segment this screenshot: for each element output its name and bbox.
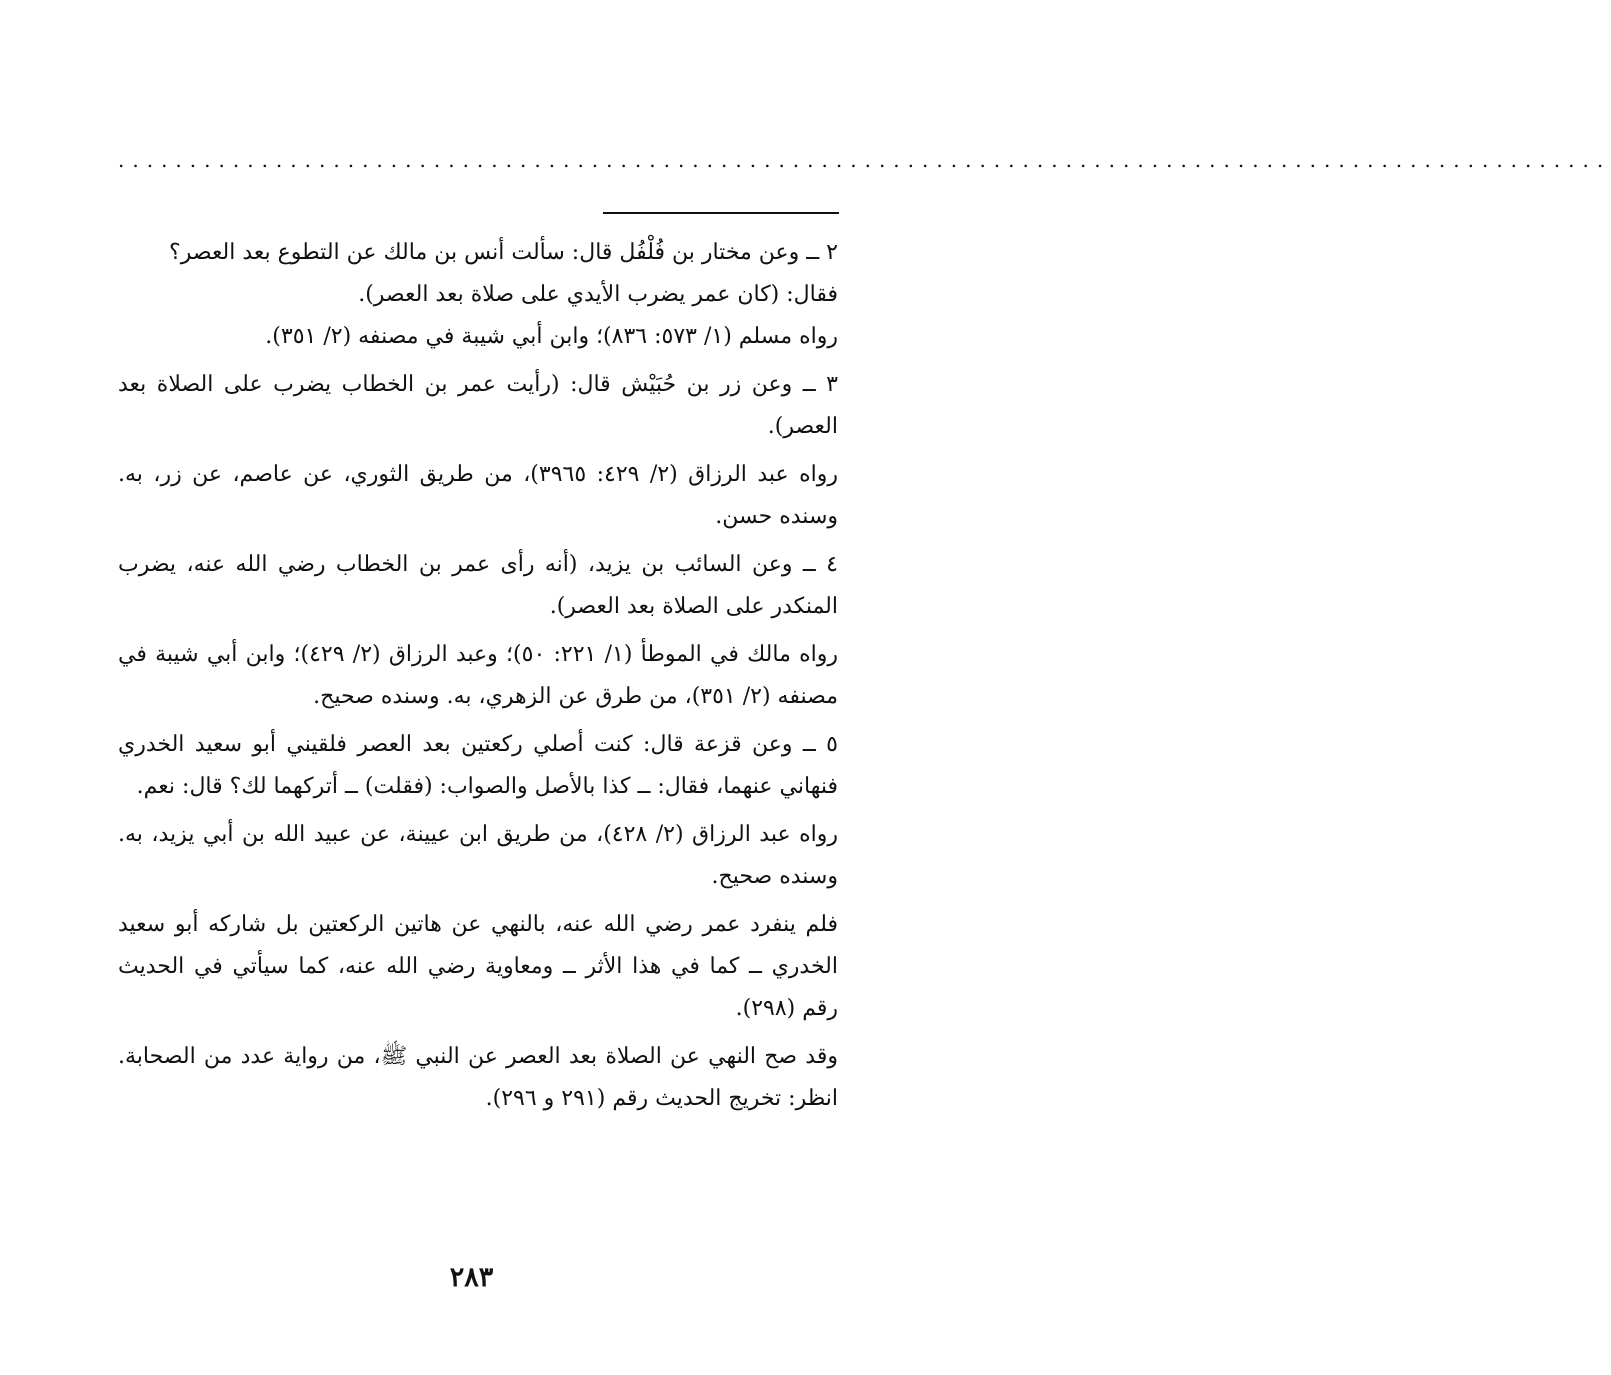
dotted-separator: ........................................................................................................: [118, 148, 1611, 172]
footnote-4-source: رواه مالك في الموطأ (١/ ٢٢١: ٥٠)؛ وعبد الرزاق (٢/ ٤٢٩)؛ وابن أبي شيبة في مصنفه (٢/ ٣٥١)، من طرق عن الزهري، به. وسنده صحيح.: [118, 642, 838, 709]
footnote-2-answer: فقال: (كان عمر يضرب الأيدي على صلاة بعد العصر).: [358, 282, 838, 307]
conclusion-paragraph: وقد صح النهي عن الصلاة بعد العصر عن النبي ﷺ، من رواية عدد من الصحابة. انظر: تخريج الحديث رقم (٢٩١ و ٢٩٦).: [118, 1044, 838, 1111]
footnote-5-source: رواه عبد الرزاق (٢/ ٤٢٨)، من طريق ابن عيينة، عن عبيد الله بن أبي يزيد، به. وسنده صحيح.: [118, 822, 838, 889]
footnote-2-source: رواه مسلم (١/ ٥٧٣: ٨٣٦)؛ وابن أبي شيبة في مصنفه (٢/ ٣٥١).: [265, 324, 838, 349]
page-number: ٢٨٣: [449, 1262, 494, 1293]
footnote-4-text: ٤ ــ وعن السائب بن يزيد، (أنه رأى عمر بن الخطاب رضي الله عنه، يضرب المنكدر على الصلاة بعد العصر).: [118, 552, 838, 619]
footnotes-text: [118, 232, 838, 1126]
footnote-3-source: رواه عبد الرزاق (٢/ ٤٢٩: ٣٩٦٥)، من طريق الثوري، عن عاصم، عن زر، به. وسنده حسن.: [118, 462, 839, 529]
commentary-paragraph: فلم ينفرد عمر رضي الله عنه، بالنهي عن هاتين الركعتين بل شاركه أبو سعيد الخدري ــ كما في هذا الأثر ــ ومعاوية رضي الله عنه، كما سيأتي في الحديث رقم (٢٩٨).: [118, 912, 838, 1021]
footnote-3-text: ٣ ــ وعن زر بن حُبَيْش قال: (رأيت عمر بن الخطاب يضرب على الصلاة بعد العصر).: [118, 372, 838, 439]
footnote-5-text: ٥ ــ وعن قزعة قال: كنت أصلي ركعتين بعد العصر فلقيني أبو سعيد الخدري فنهاني عنهما، فقال: ــ كذا بالأصل والصواب: (فقلت) ــ أتركهما لك؟ قال: نعم.: [118, 732, 838, 799]
footnote-rule: [603, 212, 839, 214]
footnote-2-text: ٢ ــ وعن مختار بن فُلْفُل قال: سألت أنس بن مالك عن التطوع بعد العصر؟: [169, 240, 838, 265]
